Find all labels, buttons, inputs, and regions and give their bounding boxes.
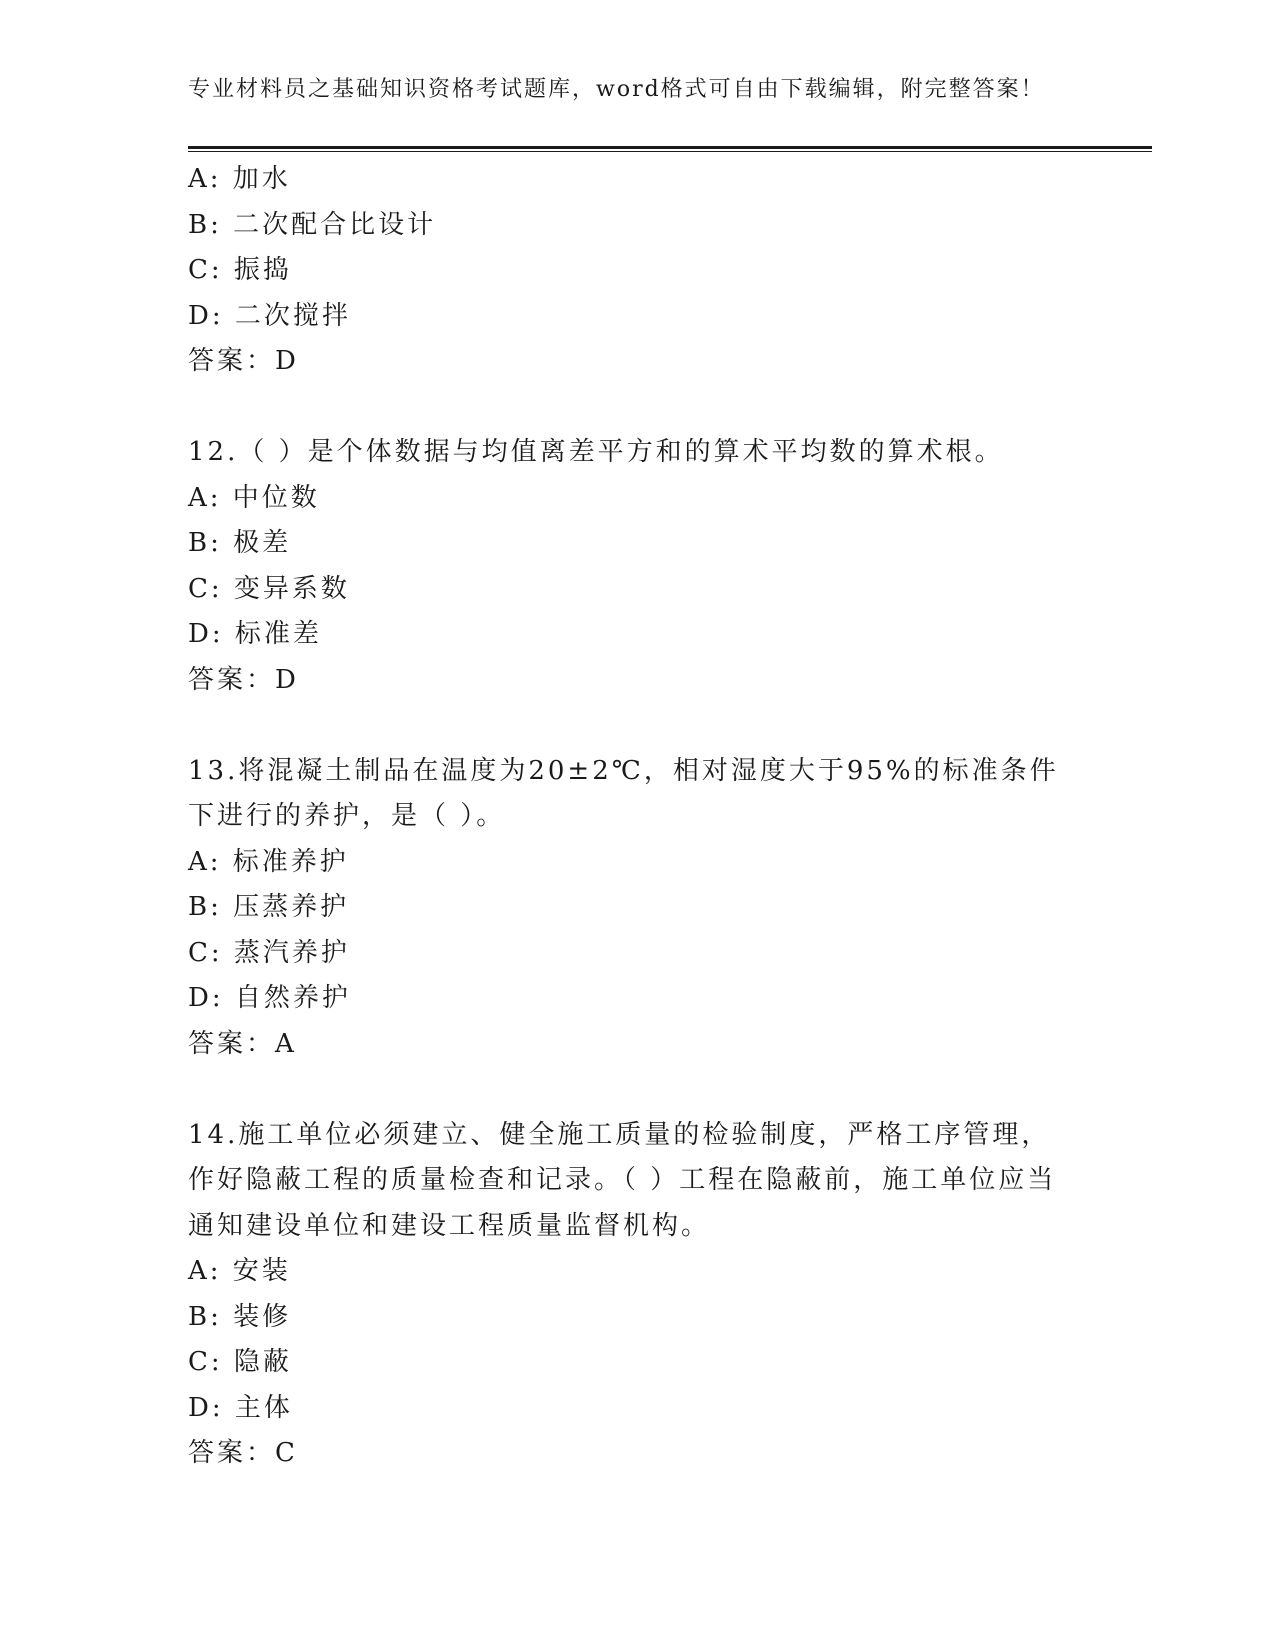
question-list [188, 157, 1088, 1477]
header-rule-thin [188, 151, 1152, 152]
option-a: A: 中位数 [188, 482, 320, 513]
question-14 [188, 1113, 1088, 1477]
answer: 答案：D [188, 664, 299, 695]
option-d: D: 二次搅拌 [188, 300, 351, 331]
header-rule-thick [188, 146, 1152, 149]
option-d: D: 主体 [188, 1392, 293, 1423]
option-a: A: 安装 [188, 1256, 291, 1286]
option-b: B: 极差 [188, 528, 292, 558]
answer: 答案：C [188, 1438, 298, 1468]
option-b: B: 二次配合比设计 [188, 209, 437, 240]
page-header: 专业材料员之基础知识资格考试题库，word格式可自由下载编辑，附完整答案！ [188, 77, 1045, 102]
option-d: D: 标准差 [188, 619, 322, 649]
option-c: C: 蒸汽养护 [188, 937, 350, 968]
option-d: D: 自然养护 [188, 983, 351, 1013]
answer: 答案：A [188, 1028, 297, 1059]
question-stem: 14.施工单位必须建立、健全施工质量的检验制度，严格工序管理，作好隐蔽工程的质量检查和记录。（ ）工程在隐蔽前，施工单位应当通知建设单位和建设工程质量监督机构。 [188, 1119, 1057, 1241]
question-11-partial [188, 157, 1088, 385]
option-b: B: 压蒸养护 [188, 892, 350, 922]
option-a: A: 加水 [188, 164, 291, 194]
option-c: C: 变异系数 [188, 573, 350, 604]
question-12 [188, 430, 1088, 703]
option-b: B: 装修 [188, 1301, 292, 1332]
answer: 答案：D [188, 346, 299, 376]
option-c: C: 隐蔽 [188, 1347, 292, 1377]
question-stem: 12.（ ）是个体数据与均值离差平方和的算术平均数的算术根。 [188, 437, 1004, 467]
option-c: C: 振捣 [188, 255, 292, 285]
question-stem: 13.将混凝土制品在温度为20±2℃，相对湿度大于95%的标准条件下进行的养护，是（ ）。 [188, 755, 1059, 831]
option-a: A: 标准养护 [188, 846, 349, 877]
question-13 [188, 749, 1088, 1068]
